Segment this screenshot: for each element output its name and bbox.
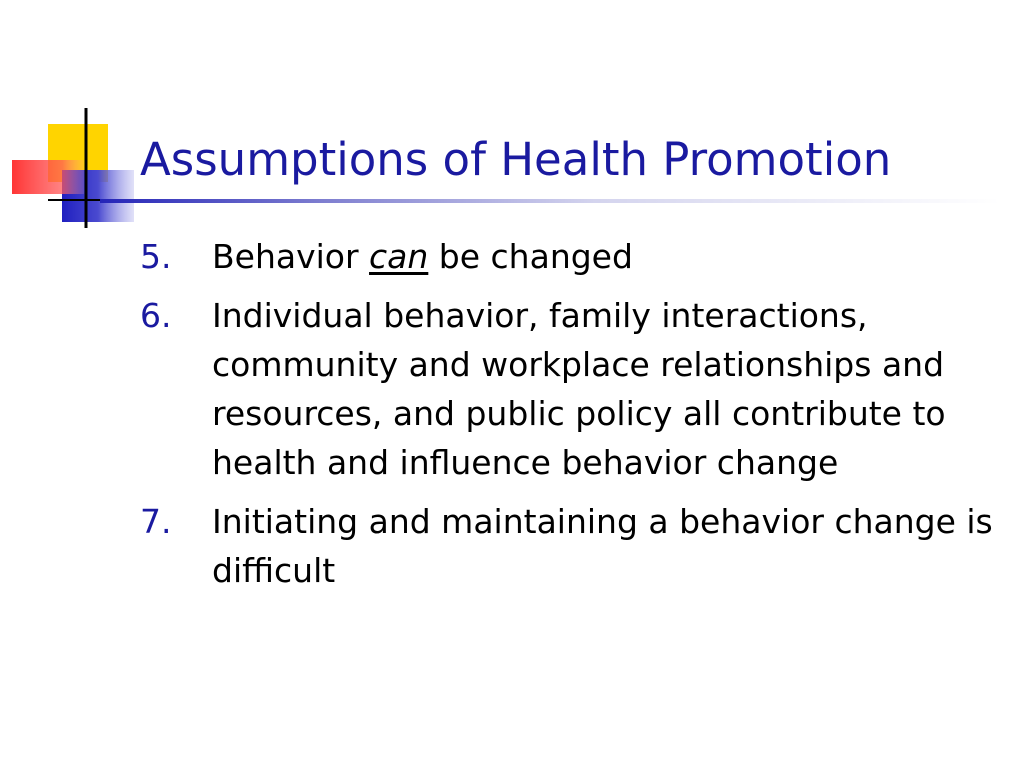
list-item (140, 497, 1000, 595)
deco-red-bar (12, 160, 84, 194)
numbered-list (140, 232, 1000, 605)
item-text (212, 232, 1000, 281)
slide-title: Assumptions of Health Promotion (140, 133, 892, 186)
item-text: Initiating and maintaining a behavior change is difficult (212, 502, 993, 590)
item-number: 6. (140, 296, 172, 335)
corner-decoration (0, 0, 200, 240)
title-underline-rule (100, 199, 1000, 203)
item-emphasis: can (369, 237, 429, 276)
item-number: 7. (140, 502, 172, 541)
item-text-after: be changed (428, 237, 633, 276)
list-item (140, 232, 1000, 281)
item-number: 5. (140, 237, 172, 276)
item-text-before: Behavior (212, 237, 370, 276)
item-text: Individual behavior, family interactions, community and workplace relationships and resources, and public policy all contribute to health and influence behavior change (212, 296, 946, 482)
list-item (140, 291, 1000, 487)
